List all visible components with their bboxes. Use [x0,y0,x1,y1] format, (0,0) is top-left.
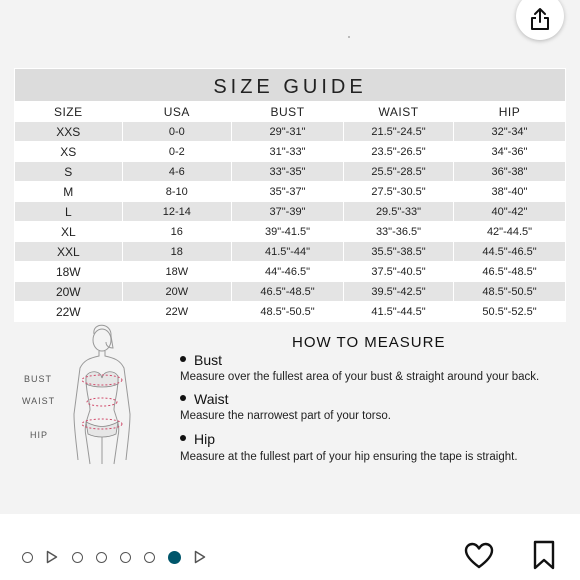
bottom-action-bar [0,514,580,580]
figure-label-hip: HIP [30,430,49,440]
table-row [15,202,566,222]
cell-size: XXS [15,122,123,142]
table-row [15,122,566,142]
size-guide-header-row [15,102,566,122]
cell-hip: 36"-38" [454,162,566,182]
bullet-icon [180,395,186,401]
cell-usa: 16 [122,222,231,242]
cell-hip: 48.5"-50.5" [454,282,566,302]
cell-waist: 21.5"-24.5" [344,122,454,142]
cell-waist: 35.5"-38.5" [344,242,454,262]
like-button[interactable] [464,542,494,570]
cell-size: XXL [15,242,123,262]
cell-waist: 33"-36.5" [344,222,454,242]
carousel-dot-active[interactable] [168,551,181,564]
cell-size: L [15,202,123,222]
cell-waist: 23.5"-26.5" [344,142,454,162]
body-figure-illustration [14,318,154,478]
cell-waist: 29.5"-33" [344,202,454,222]
cell-hip: 40"-42" [454,202,566,222]
waist-heading [180,391,228,407]
carousel-dot[interactable] [120,552,131,563]
cell-waist: 27.5"-30.5" [344,182,454,202]
cell-usa: 20W [122,282,231,302]
bust-heading [180,352,222,368]
carousel-dot[interactable] [144,552,155,563]
table-row [15,282,566,302]
cell-usa: 18 [122,242,231,262]
how-to-measure-title: HOW TO MEASURE [292,334,446,351]
bullet-icon [180,356,186,362]
cell-size: 20W [15,282,123,302]
bust-heading-text: Bust [194,352,223,368]
share-icon [529,7,551,31]
header-usa: USA [122,102,231,122]
cell-waist: 39.5"-42.5" [344,282,454,302]
image-artifact [348,36,350,38]
header-hip: HIP [454,102,566,122]
cell-size: XS [15,142,123,162]
table-row [15,262,566,282]
cell-bust: 37"-39" [232,202,344,222]
carousel-dot[interactable] [72,552,83,563]
cell-usa: 4-6 [122,162,231,182]
cell-size: XL [15,222,123,242]
cell-waist: 41.5"-44.5" [344,302,454,322]
cell-bust: 35"-37" [232,182,344,202]
cell-size: S [15,162,123,182]
waist-description: Measure the narrowest part of your torso. [180,410,391,422]
cell-usa: 12-14 [122,202,231,222]
figure-label-waist: WAIST [22,396,56,406]
cell-usa: 22W [122,302,231,322]
cell-waist: 37.5"-40.5" [344,262,454,282]
table-row [15,142,566,162]
heart-icon [464,542,494,570]
save-button[interactable] [532,540,556,570]
cell-usa: 8-10 [122,182,231,202]
cell-bust: 29"-31" [232,122,344,142]
cell-waist: 25.5"-28.5" [344,162,454,182]
bust-description: Measure over the fullest area of your bust & straight around your back. [180,371,540,383]
carousel-dot[interactable] [96,552,107,563]
bookmark-icon [532,540,556,570]
cell-hip: 32"-34" [454,122,566,142]
cell-bust: 48.5"-50.5" [232,302,344,322]
cell-size: 18W [15,262,123,282]
size-guide-table [14,68,566,322]
hip-heading-text: Hip [194,431,216,447]
cell-bust: 41.5"-44" [232,242,344,262]
how-to-measure-section [14,318,566,478]
carousel-video-indicator-icon[interactable] [194,550,206,564]
header-bust: BUST [232,102,344,122]
carousel-dot[interactable] [22,552,33,563]
cell-bust: 39"-41.5" [232,222,344,242]
table-row [15,222,566,242]
cell-hip: 42"-44.5" [454,222,566,242]
cell-hip: 38"-40" [454,182,566,202]
cell-bust: 44"-46.5" [232,262,344,282]
hip-description: Measure at the fullest part of your hip ensuring the tape is straight. [180,451,518,463]
cell-bust: 31"-33" [232,142,344,162]
carousel-indicators [22,550,220,564]
cell-usa: 18W [122,262,231,282]
cell-size: M [15,182,123,202]
header-size: SIZE [15,102,123,122]
size-guide-title: SIZE GUIDE [15,69,566,102]
hip-heading [180,431,215,447]
waist-heading-text: Waist [194,391,229,407]
cell-size: 22W [15,302,123,322]
table-row [15,182,566,202]
bullet-icon [180,435,186,441]
table-row [15,162,566,182]
cell-hip: 46.5"-48.5" [454,262,566,282]
cell-bust: 33"-35" [232,162,344,182]
cell-usa: 0-0 [122,122,231,142]
cell-hip: 50.5"-52.5" [454,302,566,322]
table-row [15,242,566,262]
cell-usa: 0-2 [122,142,231,162]
cell-bust: 46.5"-48.5" [232,282,344,302]
cell-hip: 44.5"-46.5" [454,242,566,262]
size-guide-title-row [15,69,566,102]
figure-label-bust: BUST [24,374,53,384]
header-waist: WAIST [344,102,454,122]
cell-hip: 34"-36" [454,142,566,162]
carousel-video-indicator-icon[interactable] [46,550,58,564]
